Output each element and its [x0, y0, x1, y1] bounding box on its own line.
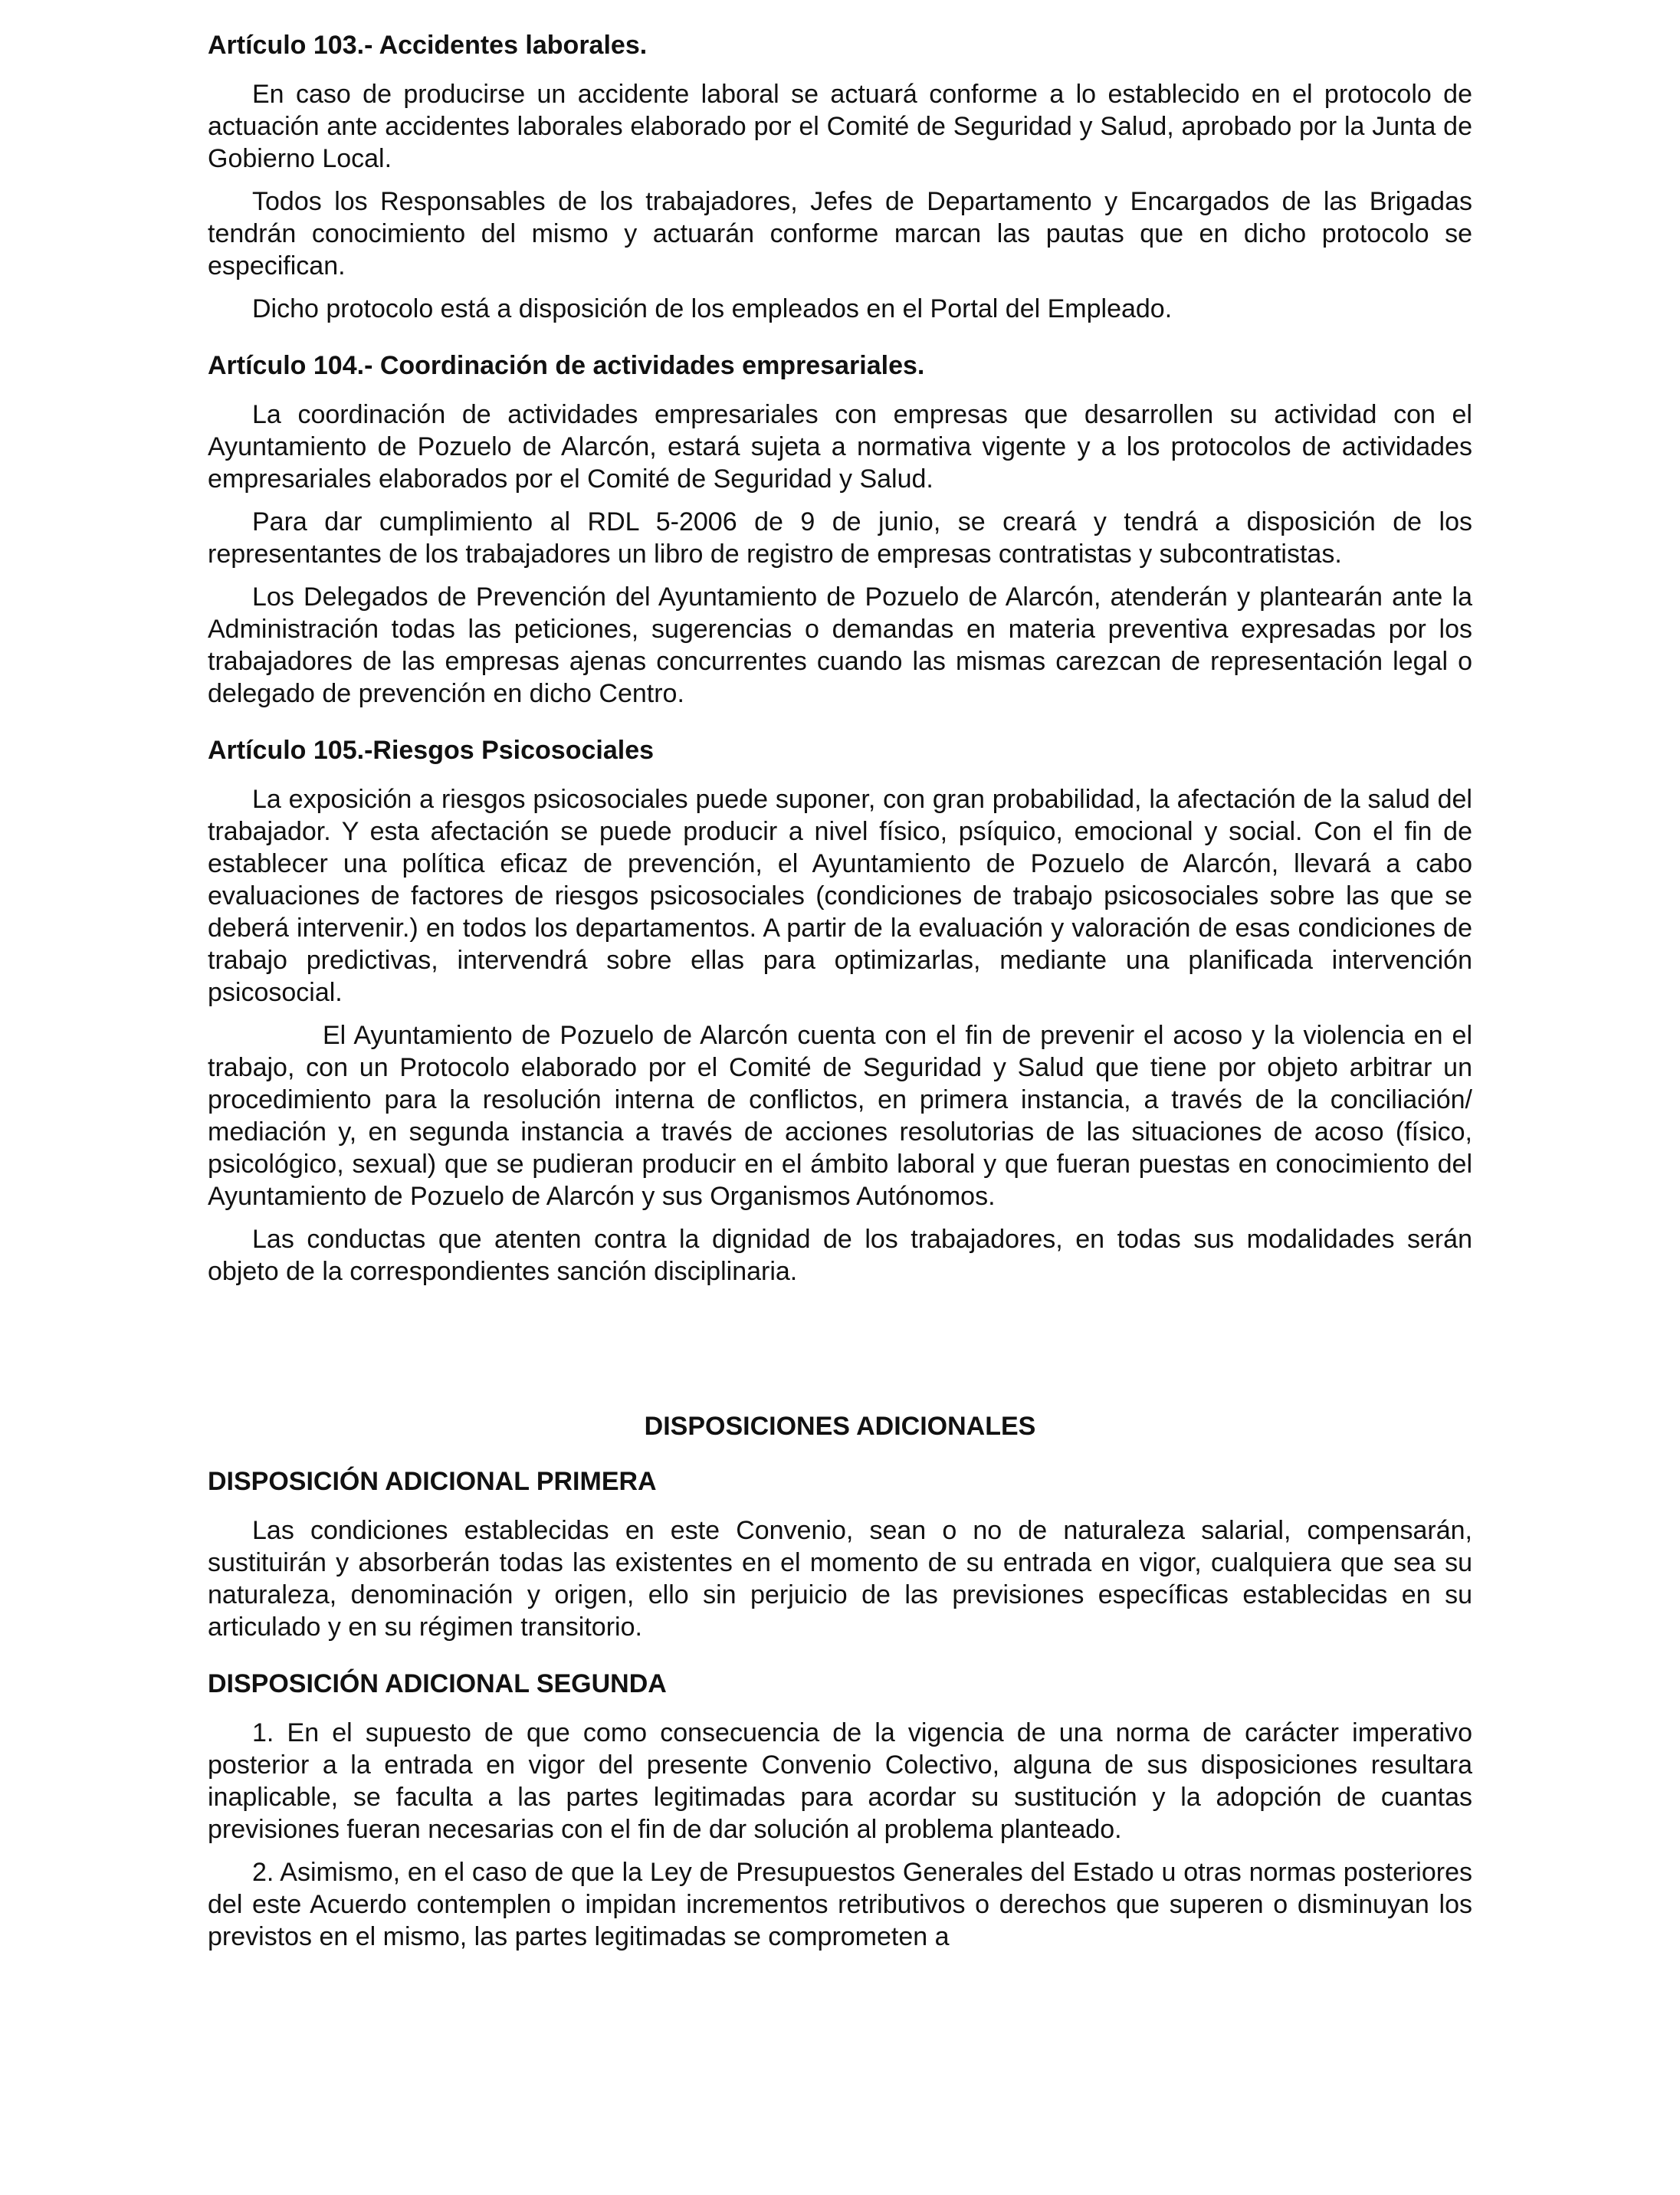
- article-paragraph: El Ayuntamiento de Pozuelo de Alarcón cuenta con el fin de prevenir el acoso y la violencia en el trabajo, con un Protocolo elaborado por el Comité de Seguridad y Salud que tiene por objeto arbitrar un procedimiento para la resolución interna de conflictos, en primera instancia, a través de la conciliación/ mediación y, en segunda instancia a través de acciones resolutorias de las situaciones de acoso (físico, psicológico, sexual) que se pudieran producir en el ámbito laboral y que fueran puestas en conocimiento del Ayuntamiento de Pozuelo de Alarcón y sus Organismos Autónomos.: [208, 1021, 1472, 1211]
- article-paragraph: La coordinación de actividades empresariales con empresas que desarrollen su actividad con el Ayuntamiento de Pozuelo de Alarcón, estará sujeta a normativa vigente y a los protocolos de actividades empresariales elaborados por el Comité de Seguridad y Salud.: [208, 400, 1472, 494]
- article-paragraph: Todos los Responsables de los trabajadores, Jefes de Departamento y Encargados de las Brigadas tendrán conocimiento del mismo y actuarán conforme marcan las pautas que en dicho protocolo se especifican.: [208, 187, 1472, 281]
- article-paragraph: La exposición a riesgos psicosociales puede suponer, con gran probabilidad, la afectación de la salud del trabajador. Y esta afectación se puede producir a nivel físico, psíquico, emocional y social. Con el fin de establecer una política eficaz de prevención, el Ayuntamiento de Pozuelo de Alarcón, llevará a cabo evaluaciones de factores de riesgos psicosociales (condiciones de trabajo psicosociales sobre las que se deberá intervenir.) en todos los departamentos. A partir de la evaluación y valoración de esas condiciones de trabajo predictivas, intervendrá sobre ellas para optimizarlas, mediante una planificada intervención psicosocial.: [208, 785, 1472, 1007]
- article-heading: Artículo 103.- Accidentes laborales.: [208, 31, 648, 60]
- article-heading: Artículo 105.-Riesgos Psicosociales: [208, 736, 655, 765]
- article-paragraph: Los Delegados de Prevención del Ayuntamiento de Pozuelo de Alarcón, atenderán y plantearán ante la Administración todas las peticiones, sugerencias o demandas en materia preventiva expresadas por los trabajadores de las empresas ajenas concurrentes cuando las mismas carezcan de representación legal o delegado de prevención en dicho Centro.: [208, 582, 1472, 708]
- provision-paragraph: 2. Asimismo, en el caso de que la Ley de Presupuestos Generales del Estado u otras normas posteriores del este Acuerdo contemplen o impidan incrementos retributivos o derechos que superen o disminuyan los previstos en el mismo, las partes legitimadas se comprometen a: [208, 1858, 1472, 1951]
- article-heading: Artículo 104.- Coordinación de actividades empresariales.: [208, 351, 925, 380]
- provision-paragraph: 1. En el supuesto de que como consecuencia de la vigencia de una norma de carácter imperativo posterior a la entrada en vigor del presente Convenio Colectivo, alguna de sus disposiciones resultara inaplicable, se faculta a las partes legitimadas para acordar su sustitución y la adopción de cuantas previsiones fueran necesarias con el fin de dar solución al problema planteado.: [208, 1718, 1472, 1844]
- document-body: [208, 29, 1472, 1964]
- article-103: [208, 29, 1472, 325]
- section-title: DISPOSICIONES ADICIONALES: [644, 1412, 1036, 1441]
- article-paragraph: Dicho protocolo está a disposición de los empleados en el Portal del Empleado.: [252, 294, 1173, 323]
- article-104: [208, 349, 1472, 710]
- additional-provisions: [208, 1410, 1472, 1953]
- provision-heading: DISPOSICIÓN ADICIONAL SEGUNDA: [208, 1669, 667, 1698]
- article-paragraph: Las conductas que atenten contra la dignidad de los trabajadores, en todas sus modalidades serán objeto de la correspondientes sanción disciplinaria.: [208, 1225, 1472, 1286]
- provision-heading: DISPOSICIÓN ADICIONAL PRIMERA: [208, 1467, 657, 1496]
- section-spacer: [208, 1298, 1472, 1410]
- provision-paragraph: Las condiciones establecidas en este Convenio, sean o no de naturaleza salarial, compensarán, sustituirán y absorberán todas las existentes en el momento de su entrada en vigor, cualquiera que sea su naturaleza, denominación y origen, ello sin perjuicio de las previsiones específicas establecidas en su articulado y en su régimen transitorio.: [208, 1516, 1472, 1642]
- article-paragraph: En caso de producirse un accidente laboral se actuará conforme a lo establecido en el protocolo de actuación ante accidentes laborales elaborado por el Comité de Seguridad y Salud, aprobado por la Junta de Gobierno Local.: [208, 80, 1472, 173]
- article-105: [208, 734, 1472, 1288]
- article-paragraph: Para dar cumplimiento al RDL 5-2006 de 9 de junio, se creará y tendrá a disposición de los representantes de los trabajadores un libro de registro de empresas contratistas y subcontratistas.: [208, 507, 1472, 569]
